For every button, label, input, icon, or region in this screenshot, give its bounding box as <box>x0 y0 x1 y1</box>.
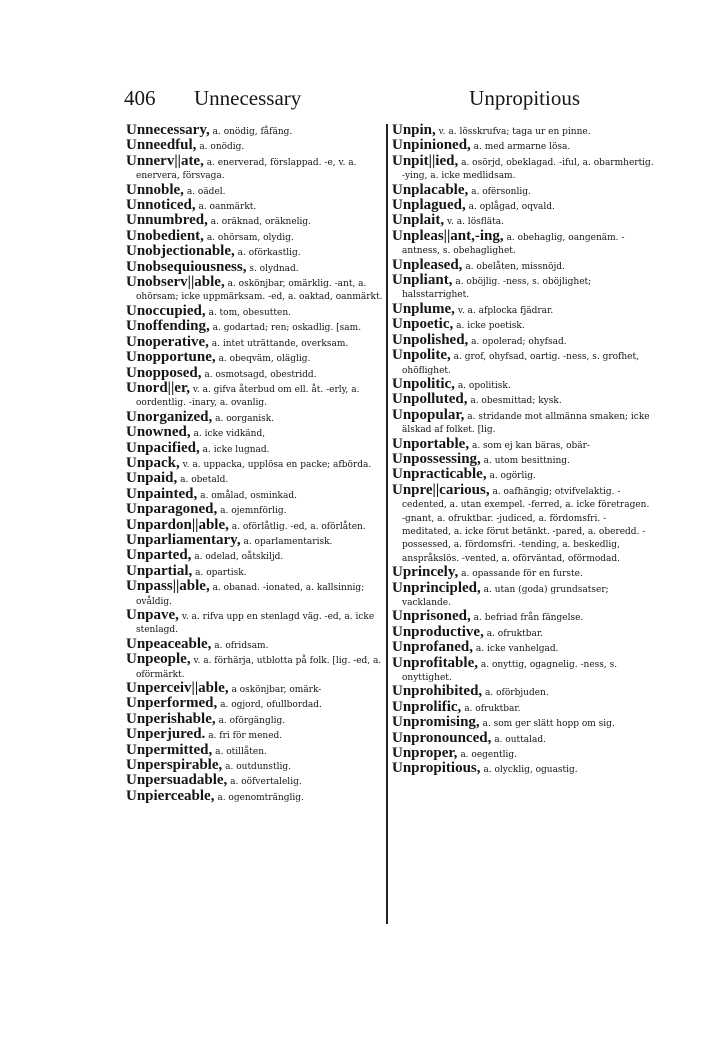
entry-headword: Unpronounced, <box>392 729 492 746</box>
entry-headword: Unpopular, <box>392 406 465 423</box>
entry-headword: Unpersuadable, <box>126 772 228 789</box>
entry-definition: a. ogörlig. <box>489 471 536 482</box>
entry-headword: Unprincipled, <box>392 579 481 596</box>
entry-headword: Unnerv||ate, <box>126 152 204 169</box>
entry-definition: a. oförbjuden. <box>485 688 549 699</box>
entry-definition: a oskönjbar, omärk- <box>231 685 322 696</box>
entry-headword: Unpin, <box>392 122 436 138</box>
entry-headword: Unplagued, <box>392 197 466 214</box>
entry-headword: Unperjured. <box>126 726 206 743</box>
entry-headword: Unperishable, <box>126 710 216 727</box>
entry-definition: a. obelåten, missnöjd. <box>465 261 565 272</box>
entry-headword: Unprohibited, <box>392 683 483 700</box>
entry-definition: a. ofruktbar. <box>486 628 544 639</box>
entry-definition: a. outtalad. <box>494 734 546 745</box>
entry-headword: Unpeople, <box>126 651 191 668</box>
entry-definition: a. ojemnförlig. <box>220 506 287 517</box>
entry-definition: a. oförkastlig. <box>237 248 301 259</box>
entry-definition: a. som ger slätt hopp om sig. <box>482 719 615 730</box>
entry-headword: Unportable, <box>392 435 470 452</box>
entry-definition: a. oöfvertalelig. <box>230 777 302 788</box>
entry-definition: a. oskönjbar, omärklig. -ant, a. ohörsam; icke uppmärksam. -ed, a. oaktad, oanmärkt. <box>136 279 383 303</box>
entry-definition: a. oparlamentarisk. <box>243 536 333 547</box>
entry-definition: a. oädel. <box>186 186 226 197</box>
entry-headword: Unoffending, <box>126 318 210 335</box>
column-divider <box>386 124 388 924</box>
entry-headword: Unobsequiousness, <box>126 258 247 275</box>
dictionary-entry <box>392 152 654 184</box>
entry-definition: a. oanmärkt. <box>198 202 257 213</box>
entry-headword: Unoperative, <box>126 333 209 350</box>
entry-headword: Unpave, <box>126 607 179 623</box>
entry-definition: a. onödig. <box>199 142 245 153</box>
entry-definition: a. obeqväm, oläglig. <box>218 354 311 365</box>
entry-definition: a. icke lugnad. <box>202 444 270 455</box>
entry-definition: a. stridande mot allmänna smaken; icke älskad af folket. [lig. <box>402 411 650 436</box>
entry-definition: a. opolitisk. <box>457 380 511 391</box>
entry-definition: a. intet uträttande, overksam. <box>211 338 349 349</box>
entry-definition: a. opolerad; ohyfsad. <box>471 336 567 347</box>
entry-headword: Unpierceable, <box>126 787 215 804</box>
entry-headword: Uprincely, <box>392 564 459 581</box>
entry-definition: a. oorganisk. <box>215 413 275 424</box>
entry-headword: Unpit||ied, <box>392 152 459 169</box>
entry-headword: Unpolluted, <box>392 391 468 408</box>
entry-definition: a. oegentlig. <box>460 750 518 761</box>
entry-definition: a. oförlåtlig. -ed, a. oförlåten. <box>231 521 366 532</box>
entry-headword: Unparted, <box>126 547 192 564</box>
entry-definition: a. obanad. -ionated, a. kallsinnig; ovåldig. <box>136 583 365 607</box>
entry-definition: a. enerverad, förslappad. -e, v. a. enervera, försvaga. <box>136 157 357 182</box>
entry-headword: Unpass||able, <box>126 578 210 595</box>
entry-headword: Unpossessing, <box>392 450 481 467</box>
right-guide-word: Unpropitious <box>469 86 580 110</box>
entry-definition: v. a. rifva upp en stenlagd väg. -ed, a. icke stenlagd. <box>136 612 375 636</box>
entry-headword: Unneedful, <box>126 137 197 154</box>
entry-definition: a. icke poetisk. <box>456 321 525 332</box>
entry-definition: a. ogjord, ofullbordad. <box>220 700 322 711</box>
entry-headword: Unpainted, <box>126 485 198 502</box>
entry-headword: Unpermitted, <box>126 741 213 758</box>
entry-definition: a. otillåten. <box>215 746 267 757</box>
entry-headword: Unprofaned, <box>392 639 473 656</box>
entry-definition: a. opartisk. <box>195 567 247 578</box>
dictionary-entry <box>392 274 654 303</box>
entry-headword: Unparliamentary, <box>126 531 241 548</box>
entry-definition: a. omålad, osminkad. <box>200 490 297 501</box>
entry-definition: a. fri för mened. <box>208 731 283 742</box>
dictionary-entry <box>126 152 384 184</box>
entry-headword: Unpromising, <box>392 714 480 731</box>
entry-definition: a. oförgänglig. <box>218 715 286 726</box>
entry-headword: Unpack, <box>126 454 180 471</box>
entry-definition: a. olycklig, oguastig. <box>483 765 578 776</box>
entry-definition: a. osörjd, obeklagad. -iful, a. obarmhertig. -ying, a. icke medlidsam. <box>402 157 654 182</box>
entry-headword: Unpoetic, <box>392 316 454 333</box>
entry-headword: Unpardon||able, <box>126 516 229 533</box>
entry-headword: Unperceiv||able, <box>126 680 229 697</box>
dictionary-entry <box>126 580 384 609</box>
entry-headword: Unproper, <box>392 745 458 762</box>
entry-definition: a. tom, obesutten. <box>208 307 291 318</box>
entry-headword: Unprisoned, <box>392 608 471 625</box>
entry-headword: Unobedient, <box>126 227 204 244</box>
entry-headword: Unperformed, <box>126 695 218 712</box>
entry-headword: Unoccupied, <box>126 302 206 319</box>
dictionary-entry <box>126 276 384 305</box>
dictionary-entry <box>392 349 654 378</box>
entry-definition: a. ofridsam. <box>214 640 269 651</box>
entry-headword: Unnecessary, <box>126 122 210 138</box>
entry-headword: Unplacable, <box>392 181 469 198</box>
entry-definition: v. a. afplocka fjädrar. <box>457 305 554 316</box>
entry-headword: Unpropitious, <box>392 760 481 777</box>
entry-headword: Unopposed, <box>126 364 202 381</box>
entry-headword: Unpre||carious, <box>392 481 490 498</box>
entry-definition: a. icke vanhelgad. <box>475 644 559 655</box>
dictionary-entry <box>392 762 654 777</box>
entry-definition: a. ofruktbar. <box>464 703 521 714</box>
entry-headword: Unpleas||ant,-ing, <box>392 227 504 244</box>
entry-definition: v. a. uppacka, upplösa en packe; afbörda. <box>182 459 372 470</box>
entry-headword: Unpaid, <box>126 470 178 487</box>
entry-headword: Unpeaceable, <box>126 635 212 652</box>
entry-definition: a. odelad, oåtskiljd. <box>194 552 284 563</box>
entry-definition: a. opassande för en furste. <box>461 569 583 580</box>
entry-definition: v. a. lösskrufva; taga ur en pinne. <box>438 127 591 137</box>
dictionary-entry <box>392 481 654 566</box>
entry-definition: a. obehaglig, oangenäm. -antness, s. obehaglighet. <box>402 232 625 257</box>
entry-headword: Unpleased, <box>392 256 463 273</box>
entry-definition: a. utan (goda) grundsatser; vacklande. <box>402 584 609 608</box>
entry-headword: Unnoticed, <box>126 197 196 214</box>
entry-definition: a. ogenomtränglig. <box>217 792 304 803</box>
entry-definition: a. outdunstlig. <box>225 762 292 773</box>
entry-definition: a. onyttig, ogagnelig. -ness, s. onyttighet. <box>402 659 618 684</box>
dictionary-entry <box>126 379 384 411</box>
entry-definition: a. som ej kan bäras, obär- <box>471 440 590 451</box>
dictionary-entry <box>126 609 384 638</box>
dictionary-entry <box>392 227 654 259</box>
left-guide-word: Unnecessary <box>194 86 302 110</box>
entry-definition: a. ohörsam, olydig. <box>206 232 294 243</box>
entry-headword: Unpinioned, <box>392 137 471 154</box>
entry-headword: Unpacified, <box>126 439 200 456</box>
entry-definition: a. med armarne lösa. <box>473 142 571 153</box>
entry-definition: a. grof, ohyfsad, oartig. -ness, s. grofhet, ohöflighet. <box>402 352 639 376</box>
entry-definition: a. oafhängig; otvifvelaktig. -cedented, a. utan exempel. -ferred, a. icke företragen. -gnant, a. ofruktbar. -judiced, a. fördomsfri. -meditated, a. icke förut betänkt. -pared, a. oberedd. -possessed, a. fördomsfri. -tending, a. beskedlig, anspråkslös. -vented, a. oförväntad, oförmodad. <box>402 486 650 564</box>
entry-headword: Unnoble, <box>126 181 184 198</box>
right-column <box>392 124 654 778</box>
entry-headword: Unplume, <box>392 300 455 317</box>
entry-definition: a. oplågad, oqvald. <box>468 202 555 213</box>
entry-definition: a. obesmittad; kysk. <box>470 396 562 407</box>
entry-headword: Unord||er, <box>126 379 190 396</box>
entry-headword: Unprolific, <box>392 698 462 715</box>
entry-headword: Unproductive, <box>392 623 484 640</box>
dictionary-entry <box>392 654 654 686</box>
entry-definition: v. a. förhärja, utblotta på folk. [lig. -ed, a. oförmärkt. <box>136 656 382 680</box>
entry-definition: a. oräknad, oräknelig. <box>210 217 312 228</box>
entry-definition: v. a. gifva återbud om ell. åt. -erly, a. oordentlig. -inary, a. ovanlig. <box>136 384 360 409</box>
entry-headword: Unpartial, <box>126 562 193 579</box>
entry-definition: s. olydnad. <box>249 263 299 274</box>
entry-headword: Unobjectionable, <box>126 243 235 260</box>
entry-headword: Unpolitic, <box>392 375 455 392</box>
entry-definition: a. godartad; ren; oskadlig. [sam. <box>212 323 362 334</box>
entry-headword: Unobserv||able, <box>126 274 225 291</box>
entry-definition: a. befriad från fängelse. <box>473 613 584 624</box>
entry-headword: Unowned, <box>126 424 191 441</box>
entry-headword: Unperspirable, <box>126 757 223 774</box>
dictionary-entry <box>126 787 384 805</box>
dictionary-entry <box>126 653 384 682</box>
entry-headword: Unpliant, <box>392 272 453 289</box>
dictionary-entry <box>392 406 654 438</box>
entry-definition: a. osmotsagd, obestridd. <box>204 369 317 380</box>
entry-headword: Unorganized, <box>126 408 213 425</box>
entry-definition: v. a. lösfläta. <box>446 217 504 228</box>
dictionary-entry <box>392 579 654 611</box>
entry-definition: a. ofërsonlig. <box>471 186 531 197</box>
entry-headword: Unprofitable, <box>392 654 478 671</box>
entry-headword: Unpolite, <box>392 347 451 364</box>
entry-definition: a. obetald. <box>180 475 229 486</box>
entry-definition: a. utom besittning. <box>483 455 570 466</box>
entry-headword: Unplait, <box>392 212 445 229</box>
entry-headword: Unnumbred, <box>126 212 208 229</box>
entry-headword: Unopportune, <box>126 349 216 366</box>
page-number: 406 <box>124 86 156 110</box>
page-header <box>124 86 580 118</box>
entry-headword: Unparagoned, <box>126 501 218 518</box>
entry-headword: Unpolished, <box>392 331 469 348</box>
left-column <box>126 124 384 805</box>
entry-definition: a. onödig, fåfäng. <box>212 127 293 137</box>
entry-definition: a. icke vidkänd, <box>193 429 266 440</box>
entry-headword: Unpracticable, <box>392 466 487 483</box>
entry-definition: a. oböjlig. -ness, s. oböjlighet; halsstarrighet. <box>402 277 592 301</box>
